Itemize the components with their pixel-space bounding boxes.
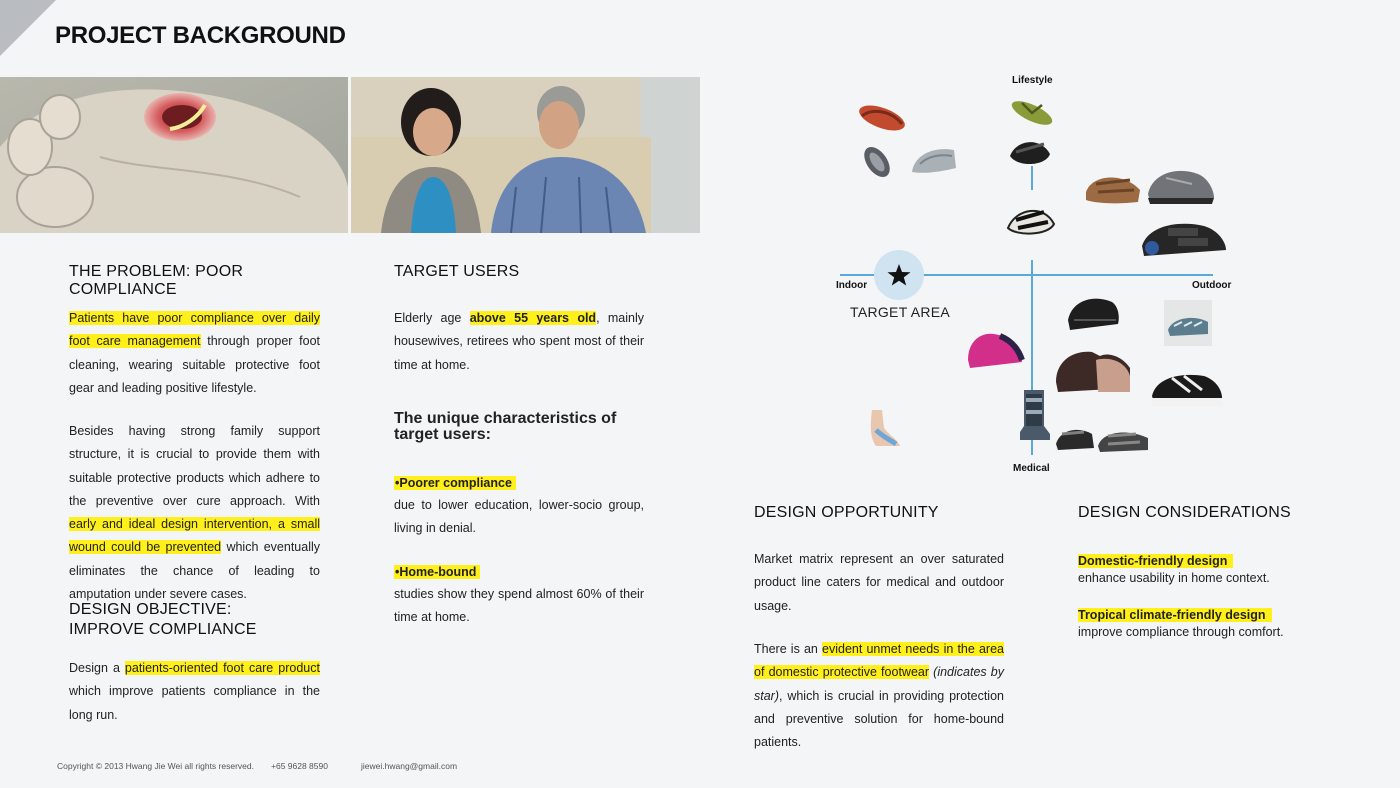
bullet-2-label-wrap: [394, 563, 480, 581]
foot-wound-image: [0, 77, 348, 233]
consideration-1: [1078, 552, 1270, 586]
problem-text-2b: which eventually eliminates the chance of leading to amputation under severe cases.: [69, 540, 320, 602]
opportunity-heading: DESIGN OPPORTUNITY: [754, 504, 939, 521]
consideration-1-title: Domestic-friendly design: [1078, 554, 1233, 568]
target-highlight: above 55 years old: [469, 311, 597, 325]
objective-text-a: Design a: [69, 661, 125, 675]
outdoor-label: Outdoor: [1192, 280, 1232, 291]
problem-section: [69, 263, 321, 299]
black-strap-sneaker-image: [1150, 368, 1224, 410]
objective-text-b: which improve patients compliance in the long run.: [69, 684, 320, 722]
footer-copyright: Copyright © 2013 Hwang Jie Wei all rights reserved.: [57, 761, 254, 771]
corner-decoration: [0, 0, 56, 56]
objective-heading: [69, 600, 329, 640]
indoor-label: Indoor: [836, 280, 868, 291]
considerations-section: [1078, 504, 1338, 522]
considerations-heading: DESIGN CONSIDERATIONS: [1078, 504, 1291, 521]
consideration-2-text: improve compliance through comfort.: [1078, 625, 1284, 639]
medical-sandal-image: [1054, 420, 1096, 454]
green-flipflop-image: [1008, 95, 1056, 131]
page-title: PROJECT BACKGROUND: [55, 22, 346, 49]
grey-slipper-image: [910, 142, 958, 176]
target-text-a: Elderly age: [394, 311, 470, 325]
problem-text-1: through proper foot cleaning, wearing suitable protective foot gear and leading positive lifestyle.: [69, 334, 321, 395]
brown-boot-image: [1052, 342, 1134, 396]
bullet-2-label: •Home-bound: [394, 565, 480, 579]
black-velcro-shoe-image: [1138, 216, 1228, 262]
black-white-sandal-image: [1004, 198, 1058, 238]
grey-insole-image: [858, 142, 896, 182]
consideration-1-text: enhance usability in home context.: [1078, 571, 1270, 585]
bullet-2-text: studies show they spend almost 60% of their time at home.: [394, 587, 644, 625]
pink-boot-image: [964, 326, 1026, 372]
market-matrix: [830, 70, 1250, 480]
star-icon: [874, 250, 924, 300]
problem-paragraph-2: [69, 420, 320, 606]
grey-medical-sandal-image: [1096, 424, 1150, 456]
footer-phone: +65 9628 8590: [271, 761, 328, 771]
opportunity-text-a: There is an: [754, 642, 823, 656]
medical-label: Medical: [1013, 463, 1050, 474]
foot-brace-image: [860, 406, 904, 450]
bullet-1-label: •Poorer compliance: [394, 476, 516, 490]
unique-characteristics-heading: The unique characteristics of target users:: [394, 410, 617, 443]
consideration-2: [1078, 606, 1284, 640]
aqua-shoe-image: [1164, 300, 1212, 346]
problem-highlight-1: Patients have poor compliance over daily foot care management: [69, 311, 320, 349]
target-users-heading: TARGET USERS: [394, 263, 520, 280]
red-sandal-image: [856, 98, 908, 138]
grey-sneaker-image: [1146, 164, 1216, 208]
problem-text-2a: Besides having strong family support structure, it is crucial to provide them with suitable protective products which adhere to the preventive over cure approach. With: [69, 424, 320, 508]
black-sandal-image: [1006, 132, 1054, 170]
footer-email: jiewei.hwang@gmail.com: [361, 761, 458, 771]
problem-paragraph-1: [69, 307, 320, 400]
opportunity-paragraph-2: [754, 638, 1004, 754]
opportunity-italic-note: (indicates by star): [754, 665, 1004, 703]
brown-sandal-image: [1084, 166, 1142, 206]
objective-paragraph: [69, 657, 320, 727]
target-area-label: TARGET AREA: [850, 304, 951, 320]
target-users-section: [394, 263, 646, 281]
target-users-paragraph: [394, 307, 644, 377]
problem-heading: THE PROBLEM: POOR COMPLIANCE: [69, 263, 244, 298]
objective-heading-line1: DESIGN OBJECTIVE:: [69, 601, 232, 618]
opportunity-paragraph-1: Market matrix represent an over saturated product line caters for medical and outdoor usage.: [754, 552, 1004, 613]
bullet-1-text: due to lower education, lower-socio group, living in denial.: [394, 498, 644, 536]
objective-highlight: patients-oriented foot care product: [124, 661, 320, 675]
black-orthopedic-shoe-image: [1064, 290, 1120, 336]
objective-heading-line2: IMPROVE COMPLIANCE: [69, 621, 257, 638]
target-text-b: , mainly housewives, retirees who spent most of their time at home.: [394, 311, 644, 372]
bullet-1-label-wrap: [394, 474, 516, 492]
elderly-couple-image: [351, 77, 700, 233]
walker-boot-image: [1016, 386, 1052, 442]
consideration-2-title: Tropical climate-friendly design: [1078, 608, 1272, 622]
problem-highlight-2: early and ideal design intervention, a small wound could be prevented: [69, 517, 320, 555]
opportunity-section: [754, 504, 1034, 522]
opportunity-highlight: evident unmet needs in the area of domestic protective footwear: [754, 642, 1004, 680]
target-area-circle: [874, 250, 924, 300]
lifestyle-label: Lifestyle: [1012, 75, 1053, 86]
opportunity-text-b: , which is crucial in providing protection and preventive solution for home-bound patients.: [754, 688, 1004, 750]
